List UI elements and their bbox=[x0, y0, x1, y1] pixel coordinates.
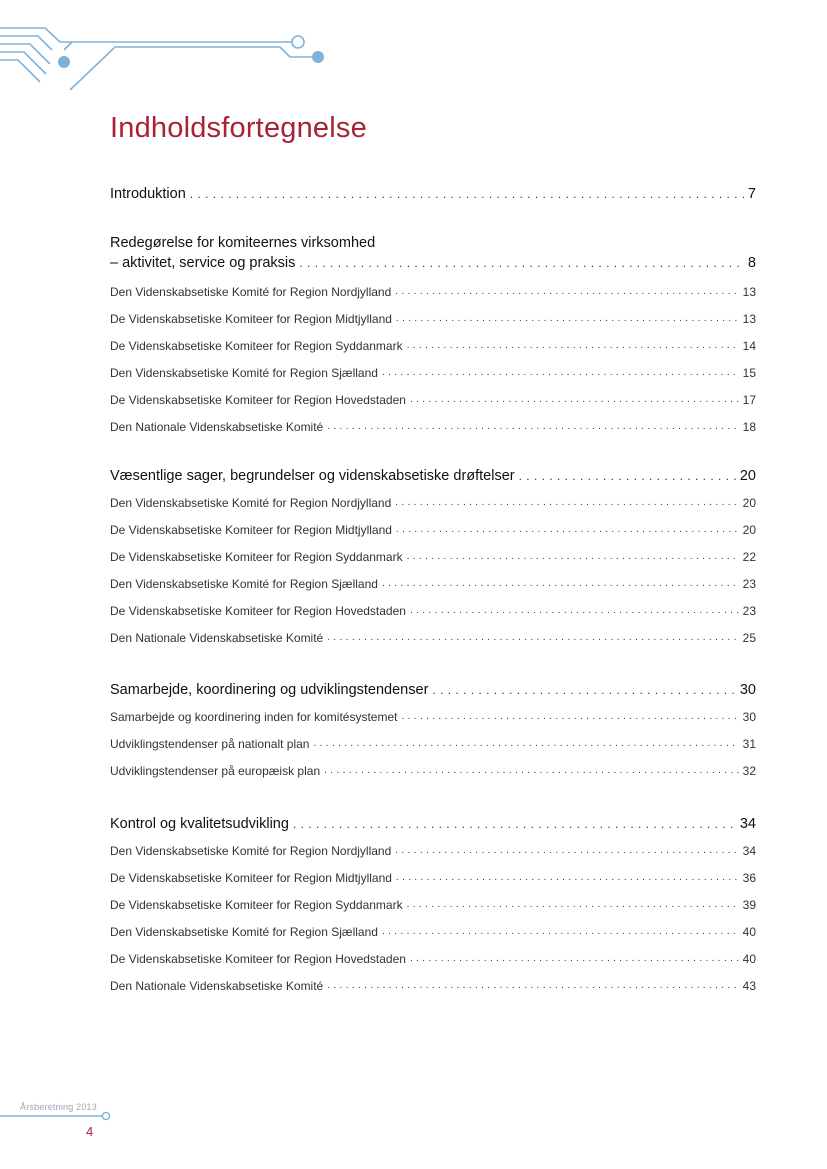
toc-heading-pre: Redegørelse for komiteernes virksomhed bbox=[110, 235, 376, 251]
dot-leader bbox=[432, 680, 735, 700]
toc-entry-page: 18 bbox=[742, 420, 756, 434]
footer-label: Årsberetning 2013 bbox=[20, 1102, 97, 1112]
toc-entry-label: Den Videnskabsetiske Komité for Region Nordjylland bbox=[110, 844, 392, 858]
toc-entry-page: 39 bbox=[742, 898, 756, 912]
dot-leader bbox=[382, 364, 739, 382]
toc-entry-label: De Videnskabsetiske Komiteer for Region Hovedstaden bbox=[110, 952, 406, 966]
dot-leader bbox=[401, 708, 738, 726]
toc-entry-page: 14 bbox=[742, 339, 756, 353]
toc-heading-label: Kontrol og kvalitetsudvikling bbox=[110, 816, 289, 832]
toc-entry[interactable] bbox=[110, 494, 756, 512]
dot-leader bbox=[327, 977, 738, 995]
toc-heading[interactable] bbox=[110, 814, 756, 834]
toc-entry-label: De Videnskabsetiske Komiteer for Region Midtjylland bbox=[110, 312, 392, 326]
toc-entry[interactable] bbox=[110, 521, 756, 539]
page-number: 4 bbox=[86, 1124, 94, 1139]
toc-heading[interactable] bbox=[110, 253, 756, 273]
toc-entry-label: De Videnskabsetiske Komiteer for Region Syddanmark bbox=[110, 339, 403, 353]
toc-entry[interactable] bbox=[110, 575, 756, 593]
dot-leader bbox=[395, 842, 738, 860]
toc-entry[interactable] bbox=[110, 364, 756, 382]
dot-leader bbox=[395, 283, 738, 301]
toc-entry-page: 22 bbox=[742, 550, 756, 564]
toc-heading-page: 8 bbox=[747, 255, 756, 271]
toc-entry-page: 20 bbox=[742, 496, 756, 510]
toc-entry-label: De Videnskabsetiske Komiteer for Region Midtjylland bbox=[110, 523, 392, 537]
toc-entry-page: 25 bbox=[742, 631, 756, 645]
toc-entry-label: Den Videnskabsetiske Komité for Region Sjælland bbox=[110, 577, 378, 591]
toc-entry[interactable] bbox=[110, 310, 756, 328]
dot-leader bbox=[396, 521, 739, 539]
toc-entry-label: De Videnskabsetiske Komiteer for Region Midtjylland bbox=[110, 871, 392, 885]
toc-entry-label: Udviklingstendenser på europæisk plan bbox=[110, 764, 321, 778]
dot-leader bbox=[382, 923, 739, 941]
toc-heading-label: Samarbejde, koordinering og udviklingstendenser bbox=[110, 682, 429, 698]
toc-entry-page: 31 bbox=[742, 737, 756, 751]
toc-entry-label: Samarbejde og koordinering inden for komitésystemet bbox=[110, 710, 398, 724]
toc-entry-page: 32 bbox=[742, 764, 756, 778]
dot-leader bbox=[327, 418, 738, 436]
toc-entry[interactable] bbox=[110, 923, 756, 941]
toc-entry-label: Den Videnskabsetiske Komité for Region Sjælland bbox=[110, 366, 378, 380]
toc-entry[interactable] bbox=[110, 283, 756, 301]
toc-entry-label: Den Videnskabsetiske Komité for Region Sjælland bbox=[110, 925, 378, 939]
dot-leader bbox=[396, 310, 739, 328]
dot-leader bbox=[410, 950, 739, 968]
toc-entry[interactable] bbox=[110, 842, 756, 860]
toc-entry[interactable] bbox=[110, 418, 756, 436]
toc-entry-label: De Videnskabsetiske Komiteer for Region Syddanmark bbox=[110, 898, 403, 912]
toc-entry-page: 20 bbox=[742, 523, 756, 537]
toc-entry-label: Den Nationale Videnskabsetiske Komité bbox=[110, 631, 324, 645]
toc-entry-page: 17 bbox=[742, 393, 756, 407]
toc-heading-page: 30 bbox=[739, 682, 756, 698]
toc-entry-label: De Videnskabsetiske Komiteer for Region Syddanmark bbox=[110, 550, 403, 564]
toc-entry-page: 34 bbox=[742, 844, 756, 858]
toc-heading-page: 20 bbox=[739, 468, 756, 484]
toc-entry-label: Den Nationale Videnskabsetiske Komité bbox=[110, 420, 324, 434]
toc-entry[interactable] bbox=[110, 391, 756, 409]
dot-leader bbox=[407, 896, 739, 914]
toc-entry[interactable] bbox=[110, 762, 756, 780]
dot-leader bbox=[407, 548, 739, 566]
toc-entry[interactable] bbox=[110, 869, 756, 887]
toc-entry[interactable] bbox=[110, 548, 756, 566]
dot-leader bbox=[382, 575, 739, 593]
dot-leader bbox=[299, 253, 744, 273]
dot-leader bbox=[410, 391, 739, 409]
toc-entry-label: De Videnskabsetiske Komiteer for Region Hovedstaden bbox=[110, 393, 406, 407]
page-title: Indholdsfortegnelse bbox=[110, 112, 367, 144]
table-of-contents bbox=[110, 0, 756, 1169]
toc-heading[interactable] bbox=[110, 680, 756, 700]
toc-heading-label: – aktivitet, service og praksis bbox=[110, 255, 296, 271]
dot-leader bbox=[324, 762, 739, 780]
toc-entry-page: 23 bbox=[742, 577, 756, 591]
toc-entry-page: 43 bbox=[742, 979, 756, 993]
toc-entry-page: 15 bbox=[742, 366, 756, 380]
toc-entry-page: 40 bbox=[742, 952, 756, 966]
toc-entry-page: 13 bbox=[742, 285, 756, 299]
toc-entry-label: Den Nationale Videnskabsetiske Komité bbox=[110, 979, 324, 993]
toc-heading-label: Introduktion bbox=[110, 186, 186, 202]
dot-leader bbox=[407, 337, 739, 355]
dot-leader bbox=[395, 494, 738, 512]
toc-heading-label: Væsentlige sager, begrundelser og videnskabsetiske drøftelser bbox=[110, 468, 515, 484]
dot-leader bbox=[519, 466, 736, 486]
footer-line-icon bbox=[0, 1108, 115, 1122]
toc-entry-page: 23 bbox=[742, 604, 756, 618]
toc-entry-label: De Videnskabsetiske Komiteer for Region Hovedstaden bbox=[110, 604, 406, 618]
dot-leader bbox=[396, 869, 739, 887]
dot-leader bbox=[313, 735, 738, 753]
toc-entry-page: 40 bbox=[742, 925, 756, 939]
dot-leader bbox=[410, 602, 739, 620]
toc-entry[interactable] bbox=[110, 602, 756, 620]
toc-heading[interactable] bbox=[110, 184, 756, 204]
toc-entry-label: Den Videnskabsetiske Komité for Region Nordjylland bbox=[110, 285, 392, 299]
toc-entry-label: Den Videnskabsetiske Komité for Region Nordjylland bbox=[110, 496, 392, 510]
toc-entry[interactable] bbox=[110, 950, 756, 968]
dot-leader bbox=[327, 629, 738, 647]
toc-entry[interactable] bbox=[110, 708, 756, 726]
dot-leader bbox=[293, 814, 736, 834]
dot-leader bbox=[190, 184, 744, 204]
toc-entry[interactable] bbox=[110, 896, 756, 914]
toc-entry[interactable] bbox=[110, 337, 756, 355]
toc-entry-label: Udviklingstendenser på nationalt plan bbox=[110, 737, 310, 751]
toc-heading-page: 7 bbox=[747, 186, 756, 202]
toc-heading-page: 34 bbox=[739, 816, 756, 832]
toc-heading[interactable] bbox=[110, 466, 756, 486]
toc-entry[interactable] bbox=[110, 977, 756, 995]
toc-entry-page: 36 bbox=[742, 871, 756, 885]
toc-entry[interactable] bbox=[110, 735, 756, 753]
toc-entry[interactable] bbox=[110, 629, 756, 647]
toc-entry-page: 13 bbox=[742, 312, 756, 326]
toc-entry-page: 30 bbox=[742, 710, 756, 724]
